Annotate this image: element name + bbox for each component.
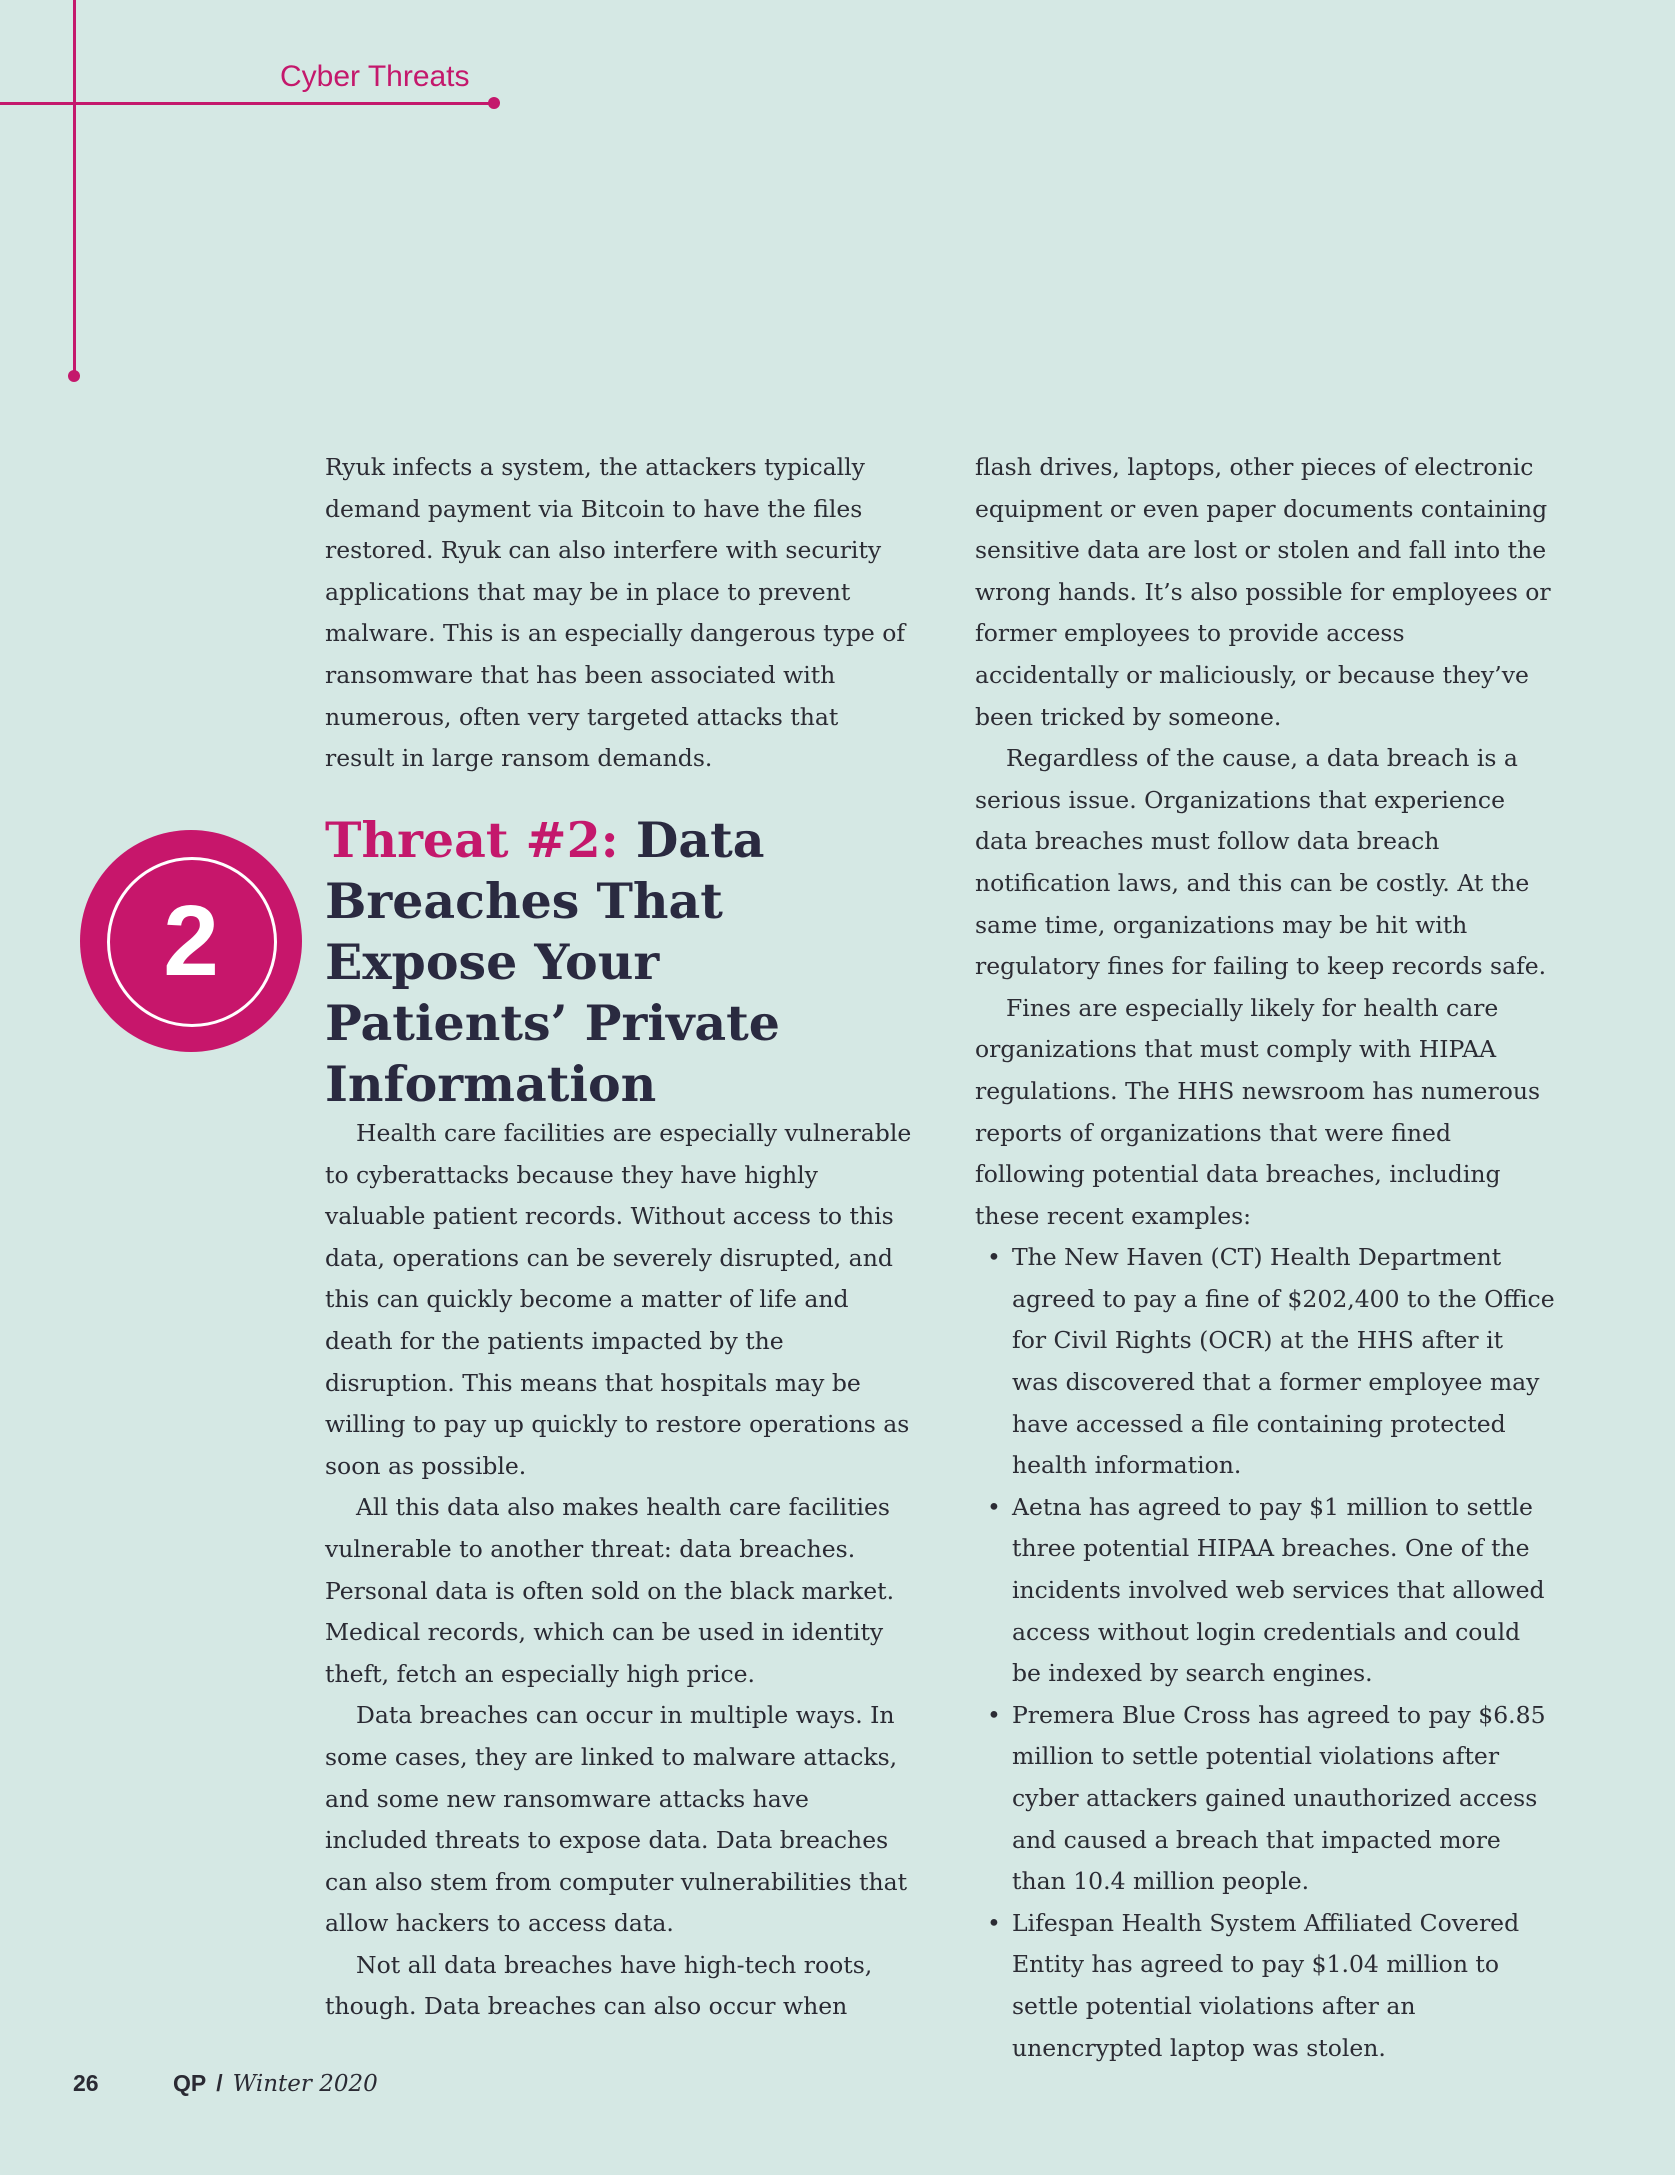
paragraph: Data breaches can occur in multiple ways. In some cases, they are linked to malware attacks, and some new ransomware attacks have included threats to expose data. Data breaches can also stem from computer vulnerabilities that allow hackers to access data. bbox=[325, 1701, 908, 1938]
corner-horizontal-rule bbox=[0, 102, 494, 105]
list-item-text: Premera Blue Cross has agreed to pay $6.85 million to settle potential violations after cyber attackers gained unauthorized access and caused a breach that impacted more than 10.4 million people. bbox=[1012, 1700, 1546, 1896]
paragraph: All this data also makes health care facilities vulnerable to another threat: data breaches. Personal data is often sold on the black market. Medical records, which can be used in identity theft, fetch an especially high price. bbox=[325, 1493, 895, 1688]
right-column bbox=[975, 447, 1555, 2069]
issue-label: Winter 2020 bbox=[232, 2071, 378, 2097]
bullet-icon: • bbox=[987, 1243, 1001, 1272]
list-item bbox=[975, 1903, 1555, 2069]
separator: / bbox=[216, 2070, 223, 2096]
section-number-badge bbox=[80, 830, 302, 1052]
list-item bbox=[975, 1695, 1555, 1903]
left-column-body bbox=[325, 1113, 915, 2028]
section-label: Cyber Threats bbox=[280, 60, 470, 93]
corner-vertical-rule bbox=[73, 0, 76, 376]
paragraph: Ryuk infects a system, the attackers typically demand payment via Bitcoin to have the files restored. Ryuk can also interfere with security applications that may be in place to prevent malware. This is an especially dangerous type of ransomware that has been associated with numerous, often very targeted attacks that result in large ransom demands. bbox=[325, 453, 906, 773]
heading-accent: Threat #2: bbox=[325, 811, 619, 869]
publication-name: QP bbox=[173, 2070, 207, 2096]
bullet-icon: • bbox=[987, 1700, 1001, 1729]
rule-end-dot bbox=[488, 97, 500, 109]
section-heading bbox=[325, 810, 885, 1115]
paragraph: Not all data breaches have high-tech roots, though. Data breaches can also occur when bbox=[325, 1950, 873, 2021]
paragraph: Fines are especially likely for health care organizations that must comply with HIPAA regulations. The HHS newsroom has numerous reports of organizations that were fined following potential data breaches, including these recent examples: bbox=[975, 993, 1541, 1230]
paragraph: flash drives, laptops, other pieces of electronic equipment or even paper documents containing sensitive data are lost or stolen and fall into the wrong hands. It’s also possible for employees or former employees to provide access accidentally or maliciously, or because they’ve been tricked by someone. bbox=[975, 453, 1551, 731]
bullet-icon: • bbox=[987, 1492, 1001, 1521]
bullet-icon: • bbox=[987, 1908, 1001, 1937]
publication-info bbox=[173, 2070, 378, 2097]
rule-end-dot bbox=[68, 370, 80, 382]
list-item bbox=[975, 1237, 1555, 1487]
heading-text: Data Breaches That Expose Your Patients’ Private Information bbox=[325, 811, 780, 1113]
paragraph: Health care facilities are especially vulnerable to cyberattacks because they have highly valuable patient records. Without access to this data, operations can be severely disrupted, and this can quickly become a matter of life and death for the patients impacted by the disruption. This means that hospitals may be willing to pay up quickly to restore operations as soon as possible. bbox=[325, 1119, 912, 1480]
list-item bbox=[975, 1487, 1555, 1695]
examples-list bbox=[975, 1237, 1555, 2069]
left-column-intro bbox=[325, 447, 915, 780]
list-item-text: The New Haven (CT) Health Department agreed to pay a fine of $202,400 to the Office for Civil Rights (OCR) at the HHS after it was discovered that a former employee may have accessed a file containing protected health information. bbox=[1012, 1243, 1555, 1480]
paragraph: Regardless of the cause, a data breach is a serious issue. Organizations that experience data breaches must follow data breach notification laws, and this can be costly. At the same time, organizations may be hit with regulatory fines for failing to keep records safe. bbox=[975, 744, 1547, 981]
page-number: 26 bbox=[73, 2070, 99, 2096]
list-item-text: Aetna has agreed to pay $1 million to settle three potential HIPAA breaches. One of the incidents involved web services that allowed access without login credentials and could be indexed by search engines. bbox=[1012, 1492, 1545, 1688]
list-item-text: Lifespan Health System Affiliated Covered Entity has agreed to pay $1.04 million to settle potential violations after an unencrypted laptop was stolen. bbox=[1012, 1908, 1520, 2062]
badge-number: 2 bbox=[163, 884, 219, 997]
